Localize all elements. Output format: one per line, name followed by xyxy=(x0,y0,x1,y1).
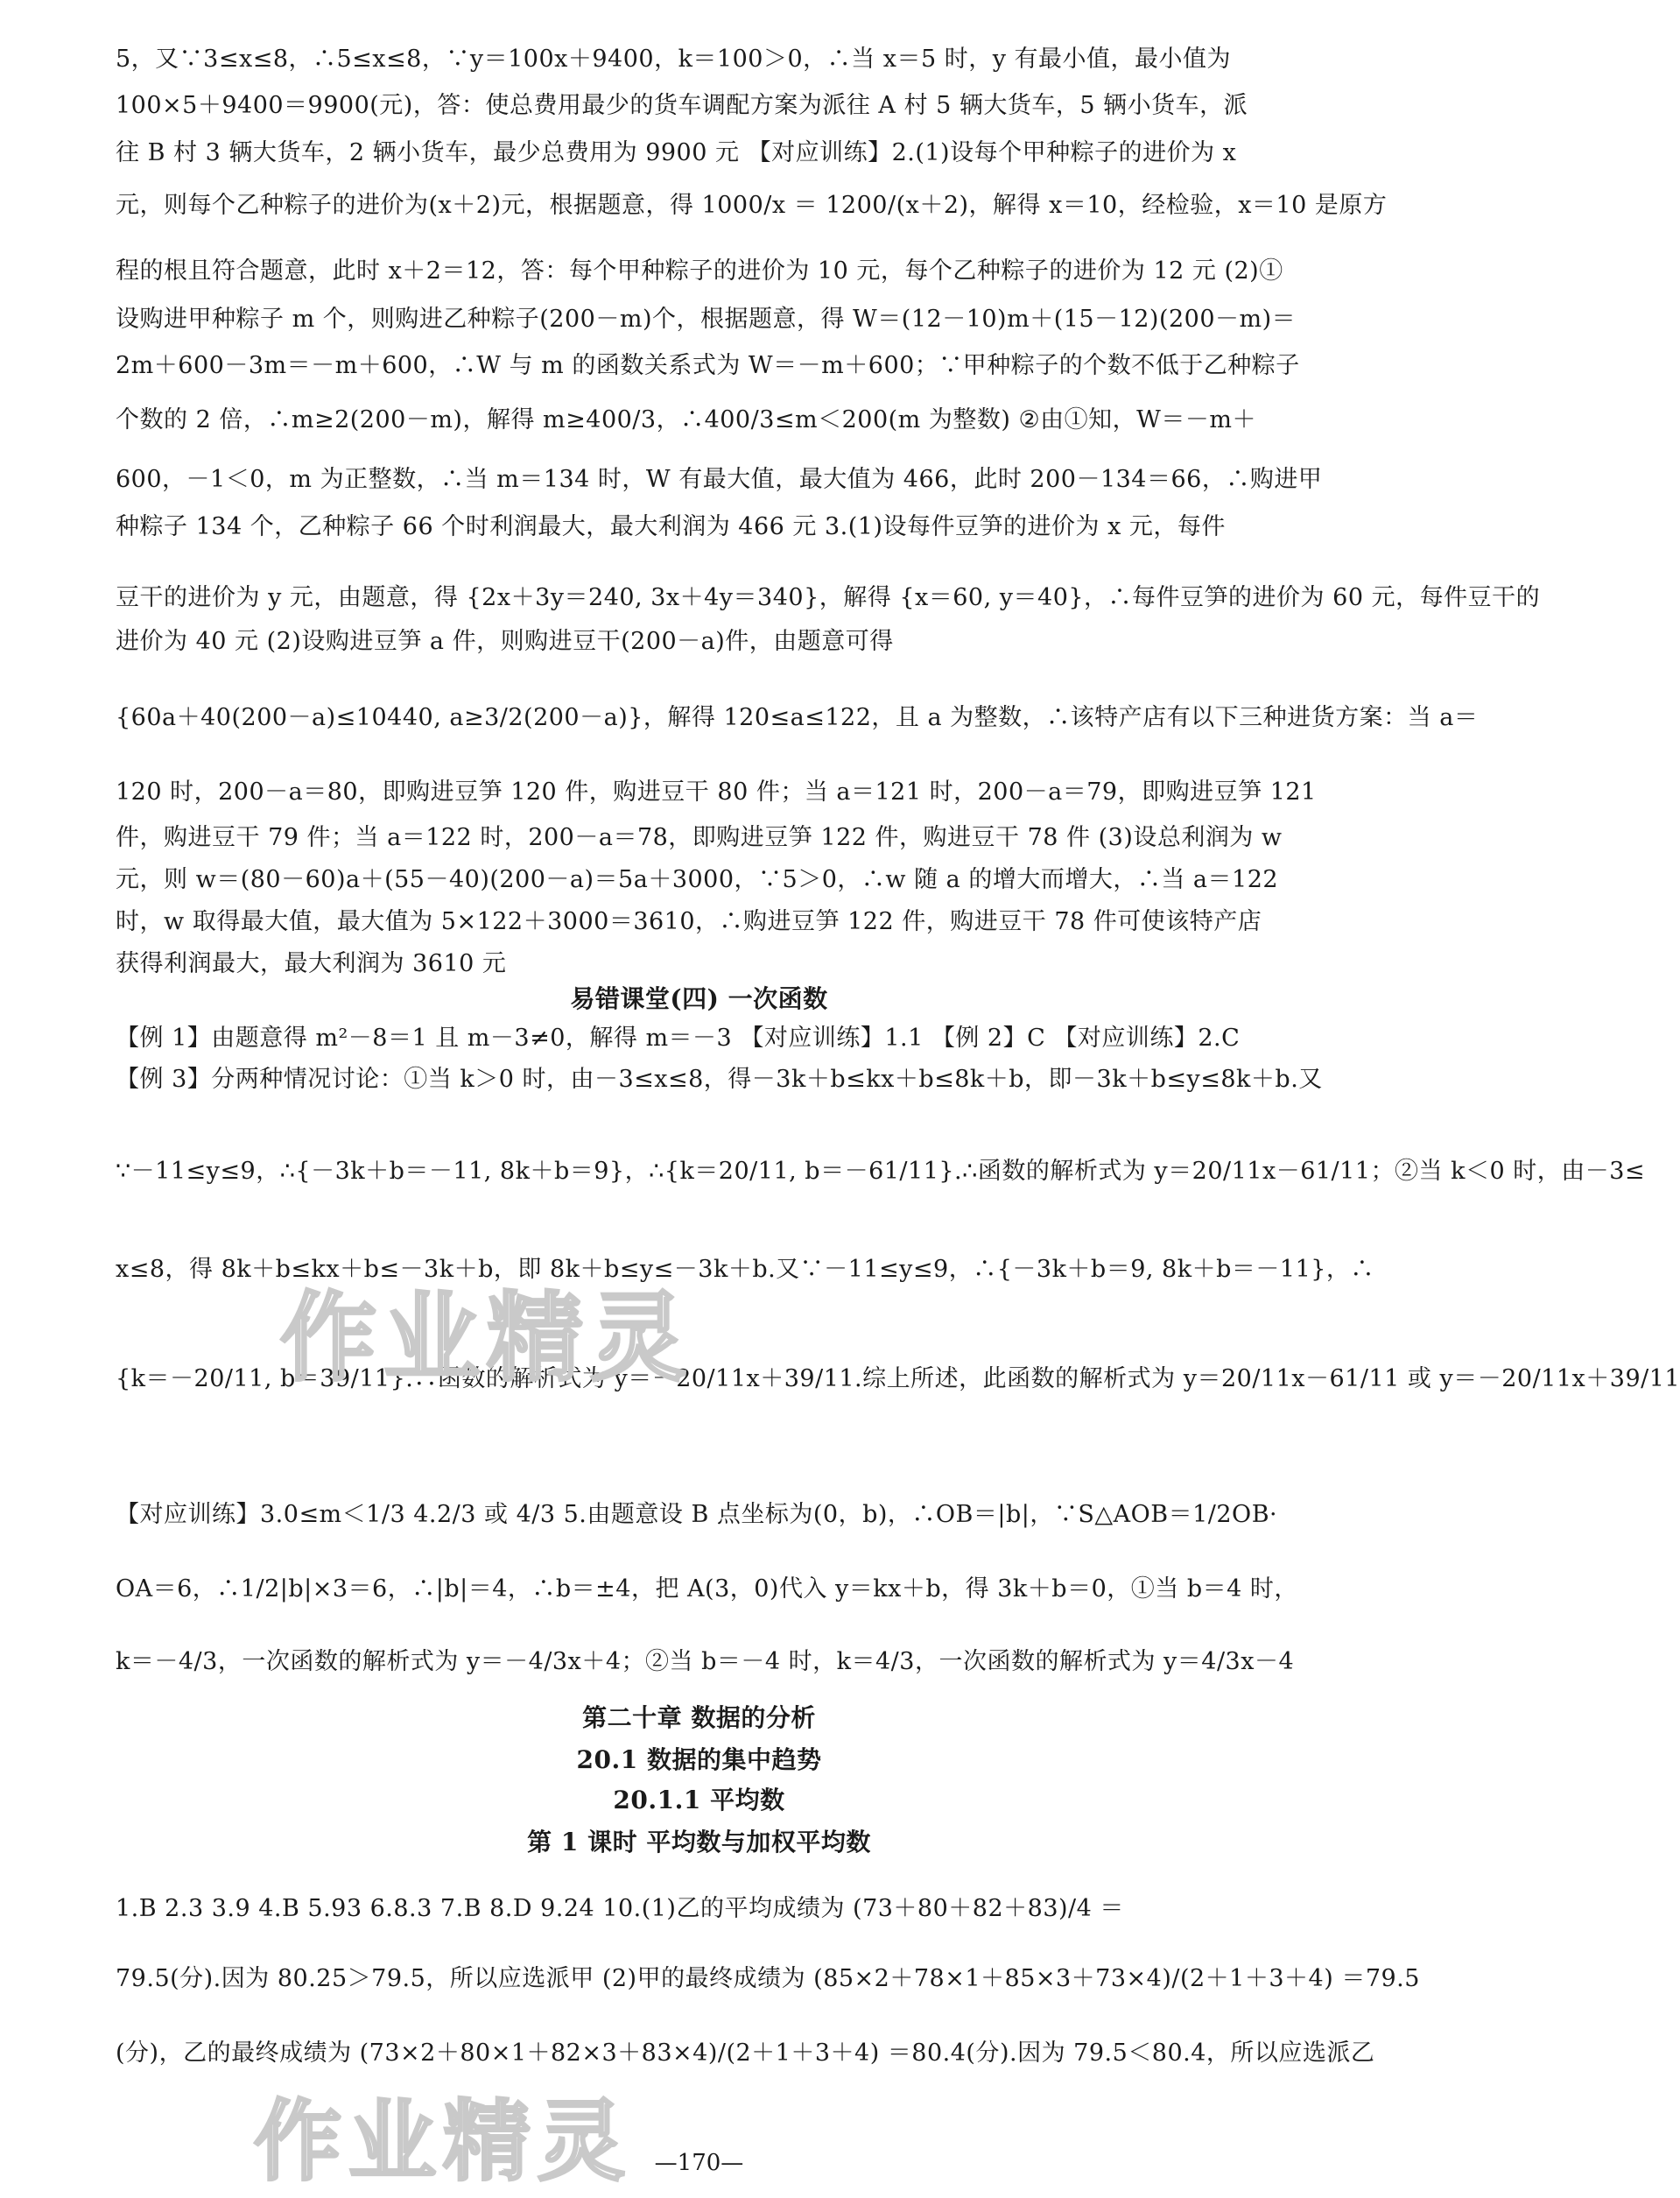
text-line: 5，又∵3≤x≤8，∴5≤x≤8，∵y＝100x＋9400，k＝100＞0，∴当 x＝5 时，y 有最小值，最小值为 xyxy=(116,46,1232,73)
text-line: 元，则每个乙种粽子的进价为(x＋2)元，根据题意，得 1000/x ＝ 1200/(x＋2)，解得 x＝10，经检验，x＝10 是原方 xyxy=(116,192,1388,219)
text-line: 个数的 2 倍，∴m≥2(200－m)，解得 m≥400/3，∴400/3≤m＜200(m 为整数) ②由①知，W＝－m＋ xyxy=(116,406,1257,433)
text-line: (分)，乙的最终成绩为 (73×2＋80×1＋82×3＋83×4)/(2＋1＋3＋4) ＝80.4(分).因为 79.5＜80.4，所以应选派乙 xyxy=(116,2039,1375,2067)
text-line: 程的根且符合题意，此时 x＋2＝12，答：每个甲种粽子的进价为 10 元，每个乙种粽子的进价为 12 元 (2)① xyxy=(116,257,1283,285)
chapter-title: 第二十章 数据的分析 xyxy=(582,1703,816,1732)
text-line: k＝－4/3，一次函数的解析式为 y＝－4/3x＋4；②当 b＝－4 时，k＝4/3，一次函数的解析式为 y＝4/3x－4 xyxy=(116,1648,1295,1675)
lesson-title: 第 1 课时 平均数与加权平均数 xyxy=(527,1828,871,1856)
text-line: 79.5(分).因为 80.25＞79.5，所以应选派甲 (2)甲的最终成绩为 (85×2＋78×1＋85×3＋73×4)/(2＋1＋3＋4) ＝79.5 xyxy=(116,1965,1420,1992)
text-line: 件，购进豆干 79 件；当 a＝122 时，200－a＝78，即购进豆笋 122 件，购进豆干 78 件 (3)设总利润为 w xyxy=(116,824,1283,851)
text-line: 100×5＋9400＝9900(元)，答：使总费用最少的货车调配方案为派往 A 村 5 辆大货车，5 辆小货车，派 xyxy=(116,92,1248,119)
text-line: 豆干的进价为 y 元，由题意，得 {2x＋3y＝240, 3x＋4y＝340}，解得 {x＝60, y＝40}，∴每件豆笋的进价为 60 元，每件豆干的 xyxy=(116,584,1541,611)
section-title: 易错课堂(四) 一次函数 xyxy=(570,984,828,1013)
text-line: ∵－11≤y≤9，∴{－3k＋b＝－11, 8k＋b＝9}，∴{k＝20/11, b＝－61/11}.∴函数的解析式为 y＝20/11x－61/11；②当 k＜0 时，由－3≤ xyxy=(116,1158,1646,1185)
page-number: —170— xyxy=(654,2150,744,2176)
text-line: 设购进甲种粽子 m 个，则购进乙种粽子(200－m)个，根据题意，得 W＝(12－10)m＋(15－12)(200－m)＝ xyxy=(116,306,1297,333)
section-title: 20.1 数据的集中趋势 xyxy=(576,1745,822,1774)
text-line: 【对应训练】3.0≤m＜1/3 4.2/3 或 4/3 5.由题意设 B 点坐标为(0，b)，∴OB＝|b|，∵S△AOB＝1/2OB· xyxy=(116,1501,1278,1528)
text-line: 600，－1＜0，m 为正整数，∴当 m＝134 时，W 有最大值，最大值为 466，此时 200－134＝66，∴购进甲 xyxy=(116,466,1323,493)
text-line: 1.B 2.3 3.9 4.B 5.93 6.8.3 7.B 8.D 9.24 10.(1)乙的平均成绩为 (73＋80＋82＋83)/4 ＝ xyxy=(116,1895,1124,1922)
watermark: 作业精灵 xyxy=(254,2090,632,2193)
text-line: 进价为 40 元 (2)设购进豆笋 a 件，则购进豆干(200－a)件，由题意可得 xyxy=(116,628,894,655)
text-line: 2m＋600－3m＝－m＋600，∴W 与 m 的函数关系式为 W＝－m＋600；∵甲种粽子的个数不低于乙种粽子 xyxy=(116,352,1300,379)
text-line: OA＝6，∴1/2|b|×3＝6，∴|b|＝4，∴b＝±4，把 A(3，0)代入 y＝kx＋b，得 3k＋b＝0，①当 b＝4 时， xyxy=(116,1575,1298,1603)
text-line: 【例 3】分两种情况讨论：①当 k＞0 时，由－3≤x≤8，得－3k＋b≤kx＋b≤8k＋b，即－3k＋b≤y≤8k＋b.又 xyxy=(116,1066,1323,1093)
text-line: 120 时，200－a＝80，即购进豆笋 120 件，购进豆干 80 件；当 a＝121 时，200－a＝79，即购进豆笋 121 xyxy=(116,778,1317,806)
text-line: 元，则 w＝(80－60)a＋(55－40)(200－a)＝5a＋3000，∵5＞0，∴w 随 a 的增大而增大，∴当 a＝122 xyxy=(116,866,1279,893)
text-line: 种粽子 134 个，乙种粽子 66 个时利润最大，最大利润为 466 元 3.(1)设每件豆笋的进价为 x 元，每件 xyxy=(116,513,1226,540)
text-line: {k＝－20/11, b＝39/11}.∴函数的解析式为 y＝－20/11x＋39/11.综上所述，此函数的解析式为 y＝20/11x－61/11 或 y＝－20/11x＋39/11 xyxy=(116,1365,1680,1392)
text-line: 获得利润最大，最大利润为 3610 元 xyxy=(116,950,507,977)
text-line: {60a＋40(200－a)≤10440, a≥3/2(200－a)}，解得 120≤a≤122，且 a 为整数，∴该特产店有以下三种进货方案：当 a＝ xyxy=(116,704,1479,731)
text-line: x≤8，得 8k＋b≤kx＋b≤－3k＋b，即 8k＋b≤y≤－3k＋b.又∵－11≤y≤9，∴{－3k＋b＝9, 8k＋b＝－11}，∴ xyxy=(116,1256,1374,1283)
text-line: 时，w 取得最大值，最大值为 5×122＋3000＝3610，∴购进豆笋 122 件，购进豆干 78 件可使该特产店 xyxy=(116,908,1262,935)
text-line: 【例 1】由题意得 m²－8＝1 且 m－3≠0，解得 m＝－3 【对应训练】1.1 【例 2】C 【对应训练】2.C xyxy=(116,1025,1241,1052)
subsection-title: 20.1.1 平均数 xyxy=(613,1786,785,1814)
watermark: 作业精灵 xyxy=(280,1282,693,1394)
text-line: 往 B 村 3 辆大货车，2 辆小货车，最少总费用为 9900 元 【对应训练】2.(1)设每个甲种粽子的进价为 x xyxy=(116,139,1237,166)
